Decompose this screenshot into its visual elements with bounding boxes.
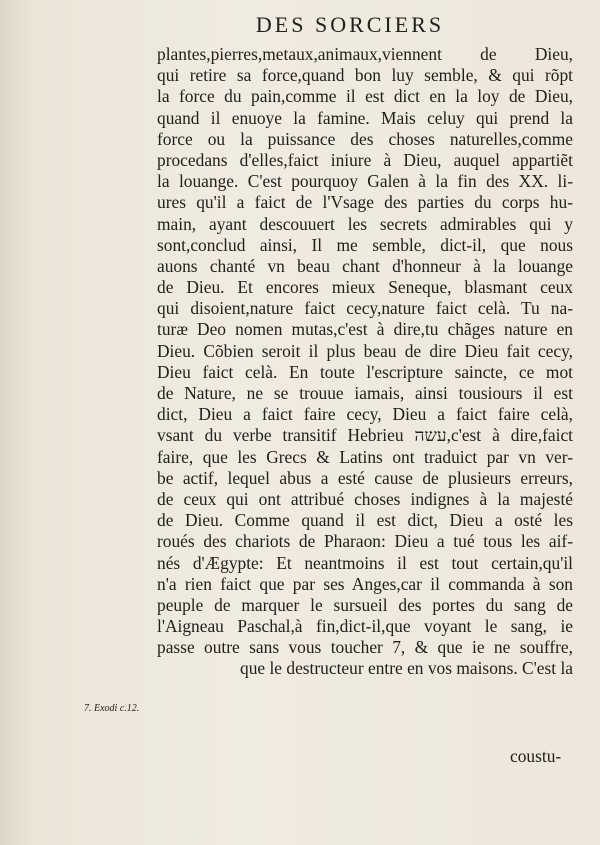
text-line: be actif, lequel abus a esté cause de plusieurs erreurs, [157,467,573,488]
text-line: nés d'Ægypte: Et neantmoins il est tout certain,qu'il [157,552,573,573]
text-line: sont,conclud ainsi, Il me semble, dict-il, que nous [157,234,573,255]
text-line: dict, Dieu a faict faire cecy, Dieu a faict faire celà, [157,404,573,425]
text-line: qui disoient,nature faict cecy,nature faict celà. Tu na- [157,298,573,319]
text-line: roués des chariots de Pharaon: Dieu a tué tous les aif- [157,531,573,552]
text-line: la louange. C'est pourquoy Galen à la fin des XX. li- [157,171,573,192]
text-line: qui retire sa force,quand bon luy semble, & qui rõpt [157,65,573,86]
running-head: DES SORCIERS [255,12,445,37]
text-line: la force du pain,comme il est dict en la loy de Dieu, [157,86,573,107]
text-line: force ou la puissance des choses naturelles,comme [157,128,573,149]
text-line: de ceux qui ont attribué choses indignes à la majesté [157,488,573,509]
body-text [157,44,573,680]
text-line: l'Aigneau Paschal,à fin,dict-il,que voyant le sang, ie [157,616,573,637]
text-line: de Dieu. Comme quand il est dict, Dieu a osté les [157,510,573,531]
text-line: Dieu faict celà. En toute l'escripture saincte, ce mot [157,361,573,382]
text-line: de Nature, ne se trouue iamais, ainsi tousiours il est [157,383,573,403]
text-line: passe outre sans vous toucher 7, & que ie ne souffre, [157,637,573,658]
text-line: main, ayant descouuert les secrets admirables qui y [157,213,573,234]
catchword: coustu- [510,746,562,766]
text-line: plantes,pierres,metaux,animaux,viennent de Dieu, [157,44,573,64]
text-line: procedans d'elles,faict iniure à Dieu, auquel appartiẽt [157,149,573,170]
text-line: vsant du verbe transitif Hebrieu עשה,c'est à dire,faict [157,425,573,446]
text-line: quand il enuoye la famine. Mais celuy qui prend la [157,107,573,128]
text-line: turæ Deo nomen mutas,c'est à dire,tu chãges nature en [157,319,573,340]
text-line: faire, que les Grecs & Latins ont traduict par vn ver- [157,446,573,467]
text-line: auons chanté vn beau chant d'honneur à la louange [157,255,573,276]
text-line: de Dieu. Et encores mieux Seneque, blasmant ceux [157,277,573,298]
text-line: ures qu'il a faict de l'Vsage des parties du corps hu- [157,192,573,213]
text-line: Dieu. Cõbien seroit il plus beau de dire Dieu fait cecy, [157,340,573,361]
text-line: que le destructeur entre en vos maisons. C'est la [240,658,573,679]
margin-note: 7. Exodi c.12. [84,703,140,714]
text-line: peuple de marquer le sursueil des portes du sang de [157,594,573,615]
text-line: n'a rien faict que par ses Anges,car il commanda à son [157,573,573,594]
